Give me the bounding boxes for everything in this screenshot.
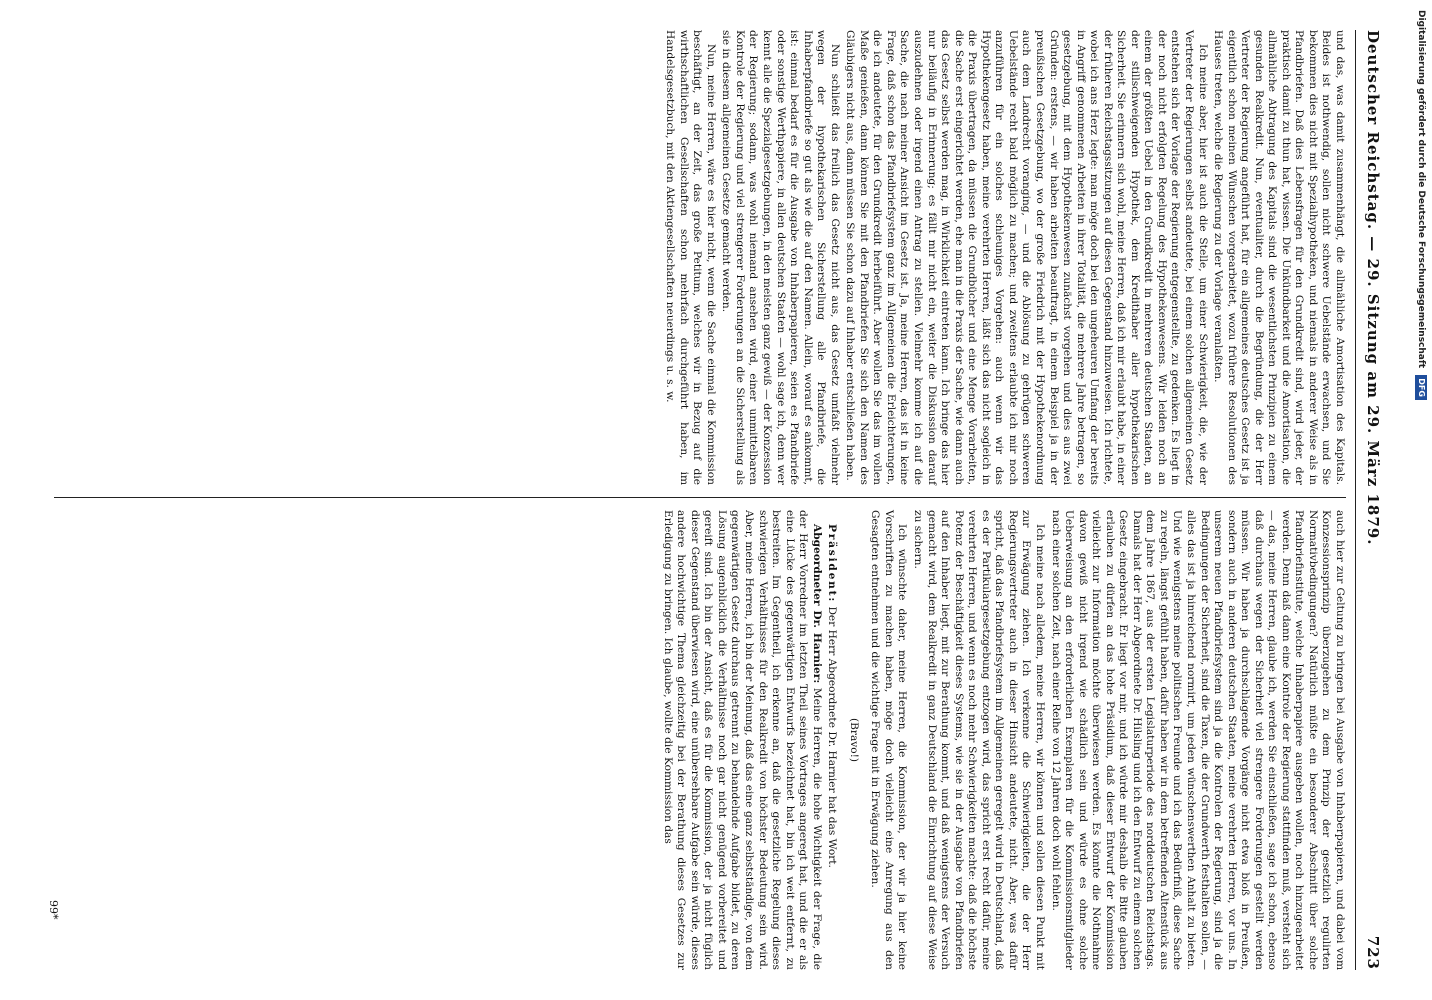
page-number: 723 xyxy=(1364,935,1382,970)
signature-mark: 99* xyxy=(47,900,60,920)
header-title: Deutscher Reichstag. — 29. Sitzung am 29. März 1879. xyxy=(1364,30,1382,546)
right-column xyxy=(658,510,1346,970)
sidebar-credit: Digitalisierung gefördert durch die Deutsche Forschungsgemeinschaft xyxy=(1416,10,1426,369)
column-divider xyxy=(54,497,1346,498)
dfg-logo: DFG xyxy=(1416,375,1428,400)
paragraph: Ich meine aber, hier ist auch die Stelle, um einer Schwierigkeit, die, wie der Vertreter der Regierungen selbst andeutete, bei einem solchen allgemeinen Gesetz entstehen sich der Vorlage der Regierung entgegenstellte, zu gedenken. Es liegt in der noch nicht erfolgten Regelung des Hypothekenwesens. Wir leiden noch an einem der größten Uebel in den Grundkredit in mehreren deutschen Staaten, an der stillschweigenden Hypothek, dem Kredithaber aller hypothekarischen Sicherheit. Sie erinnern sich wohl, meine Herren, daß ich mir erlaubt habe, in einer der früheren Reichstagssitzungen auf diesen Gegenstand hinzuweisen. Ich richtete, wobei ich ans Herz legte: man möge doch bei den ungeheuren Umfang der bereits in Angriff genommenen Arbeiten in ihrer Totalität, die mehrere Jahre betragen, so gesetzgebung, mit dem Hypothekenwesen zunächst vorgehen und dies aus zwei Gründen: erstens, — wir haben arbeiten beauftragt, in einem Beispiel ja in der preußischen Gesetzgebung, wo der große Friedrich mit der Hypothekenordnung auch dem Landrecht voranging, — und die Ablösung zu gehrügen schweren Uebelstände recht bald möglich zu machen; und zweitens erlaubte ich mir noch anzuführen für ein solches schleuniges Vorgehen: auch wenn wir das Hypothekengesetz haben, meine verehrten Herren, läßt sich das nicht sogleich in die Praxis übertragen, da müssen die Grundbücher und eine Menge Vorarbeiten, die Sache erst eingerichtet werden, ehe man in die Praxis der Sache, wie dann auch das Gesetz selbst werden mag, in Wirklichkeit eintreten kann. Ich bringe das hier nur beiläufig in Erinnerung; es fällt mir nicht ein, weiter die Diskussion darauf auszudehnen oder irgend einen Antrag zu stellen. Vielmehr komme ich auf die Sache, die nach meiner Ansicht im Gesetz ist. Ja, meine Herren, das ist in keine Frage, daß schon das Pfandbriefsystem ganz im Allgemeinen die Erleichterungen, die ich andeutete, für den Grundkredit herbeiführt. Aber wollen Sie das im vollen Maße genießen, dann können Sie mit den Pfandbriefen Sie sich den Namen des Gläubigers nicht aus, dann müssen Sie schon dazu auf Inhaber entschließen haben. xyxy=(844,30,1209,485)
paragraph: und das, was damit zusammenhängt, die allmähliche Amortisation des Kapitals. Beides ist nothwendig, sollen nicht schwere Uebelstände erwachsen, und Sie bekommen dies nicht mit Spezialhypotheken, und niemals in anderer Weise als in Pfandbriefen. Daß dies Lebensfragen für den Grundkredit sind, wird jeder, der praktisch damit zu thun hat, wissen. Die Unkündbarkeit und die Amortisation, die allmähliche Abtragung des Kapitals sind die wesentlichsten Prinzipien zu einem gesunden Realkredit. Nun, eventualiter, durch die Begründung, die der Herr Vertreter der Regierung angeführt hat, für ein allgemeines deutsches Gesetz ist ja eigentlich schon meinen Wünschen vorgearbeitet, wozu frühere Resolutionen des Hauses treten, welche die Regierung zu der Vorlage veranlaßten. xyxy=(1212,30,1346,485)
speaker-text: Meine Herren, die hohe Wichtigkeit der Frage, die der Herr Vorredner im letzten Theil seines Vortrages angeregt hat, und die er als eine Lücke des gegenwärtigen Entwurfs bezeichnet hat, bin ich weit entfernt, zu bestreiten. Im Gegentheil, ich erkenne an, daß die gesetzliche Regelung dieses schwierigen Verhältnisses für den Realkredit von höchster Bedeutung sein wird. Aber, meine Herren, ich bin der Meinung, daß das eine ganz selbstständige, von dem gegenwärtigen Gesetz durchaus getrennt zu behandelnde Aufgabe bildet, zu deren Lösung augenblicklich die Verhältnisse noch gar nicht genügend vorbereitet und gereift sind. Ich bin der Ansicht, daß es für die Kommission, der ja nicht füglich dieser Gegenstand überwiesen wird, eine unübersehbare Aufgabe sein würde, dieses andere hochwichtige Thema gleichzeitig bei der Berathung dieses Gesetzes zur Erledigung zu bringen. Ich glaube, wollte die Kommission das xyxy=(661,510,823,970)
speaker-paragraph xyxy=(825,510,839,970)
digitization-sidebar xyxy=(1410,0,1432,1000)
applause-note: (Bravo!) xyxy=(847,717,860,763)
header-rule xyxy=(1355,30,1356,970)
paragraph: Nun schließt das freilich das Gesetz nicht aus, das Gesetz umfaßt vielmehr wegen der hypothekarischen Sicherstellung alle Pfandbriefe, die Inhaberpfandbriefe so gut als wie die auf den Namen. Allein, worauf es ankommt, ist: einmal bedarf es für die Ausgabe von Inhaberpapieren, seien es Pfandbriefe oder sonstige Werthpapiere, in allen deutschen Staaten — wohl sage ich, denn wer kennt alle die Spezialgesetzgebungen, in den meisten ganz gewiß — der Konzession der Regierung; sodann, was wohl niemand ansehen wird, einer unmittelbaren Kontrole der Regierung und viel strengerer Forderungen an die Sicherstellung als sie in diesem allgemeinen Gesetze gemacht werden. xyxy=(720,30,841,485)
paragraph: auch hier zur Geltung zu bringen bei Ausgabe von Inhaberpapieren, und dabei vom Konzessionsprinzip überzugehen zu dem Prinzip der gesetzlich regulirten Normativbedingungen? Natürlich müßte ein besonderer Abschnitt über solche Pfandbriefinstitute, welche Inhaberpapiere ausgeben wollen, noch hinzugearbeitet werden. Denn daß dann eine Kontrole der Regierung stattfinden muß, versteht sich — das, meine Herren, glaube ich, werden Sie einschließen, sage ich schon, ebenso daß durchaus wegen der Sicherheit viel strengere Forderungen gestellt werden müssen. Wir haben ja durchschlagende Vorgänge nicht etwa bloß in Preußen, sondern auch in anderen deutschen Staaten, meine verehrten Herren, vor uns. In unserem neuen Pfandbriefsystem sind ja die Kontrolen der Regierung, sind ja die Bedingungen der Sicherheit, sind die Taxen, die der Grundwerth festhalten sollen, — alles das ist ja hinreichend normirt, um jeden wünschenswerthen Anhalt zu bieten. Und wie wenigstens meine politischen Freunde und ich das Bedürfniß, diese Sache zu regeln, längst gefühlt haben, dafür haben wir in dem betreffenden Altenstück aus dem Jahre 1867, aus der ersten Legislaturperiode des norddeutschen Reichstags. Damals hat der Herr Abgeordnete Dr. Hilsling und ich den Entwurf zu einem solchen Gesetz eingebracht. Er liegt vor mir, und ich würde mir deshalb die Bitte glauben erlauben zu dürfen an das hohe Präsidium, daß dieser Entwurf der Kommission vielleicht zur Information möchte überwiesen werden. Es könnte die Nothnahme davon gewiß nicht irgend wie schädlich sein und würde es ohne solche Ueberweisung an den erforderlichen Exemplaren für die Kommissionsmitglieder nach einer solchen Zeit, nach einer Reihe von 12 Jahren doch wohl fehlen. xyxy=(1049,510,1346,970)
speaker-paragraph xyxy=(660,510,823,970)
page-header xyxy=(1356,30,1390,970)
paragraph: Ich wünschte daher, meine Herren, die Kommission, der wir ja hier keine Vorschriften zu machen haben, möge doch vielleicht eine Anregung aus den Gesagten entnehmen und die wichtige Frage mit in Erwägung ziehen. xyxy=(869,510,909,970)
paragraph: Nun, meine Herren, wäre es hier nicht, wenn die Sache einmal die Kommission beschäftigt, an der Zeit, das große Petitum, welches wir in Bezug auf die wirthschaftlichen Gesellschaften schon mehrfach durchgeführt haben, im Handelsgesetzbuch, mit den Aktiengesellschaften neuerdings u. s. w. xyxy=(664,30,717,485)
speaker-label: Abgeordneter Dr. Harnier: xyxy=(810,524,823,684)
paragraph: Ich meine nach alledem, meine Herren, wir können und sollen diesen Punkt mit zur Erwägung ziehen. Ich verkenne die Schwierigkeiten, die der Herr Regierungsvertreter auch in dieser Hinsicht andeutete, nicht. Aber, was dafür spricht, daß das Pfandbriefsystem im Allgemeinen geregelt wird in Deutschland, daß es der Partikulargesetzgebung entzogen wird, das spricht erst recht dafür, meine verehrten Herren, und wenn es noch mehr Schwierigkeiten machte: daß die höchste Potenz der Beschäftigkeit dieses Systems, wie sie in der Ausgabe von Pfandbriefen auf den Inhaber liegt, mit zur Berathung kommt, und daß wenigstens der Versuch gemacht wird, dem Realkredit in ganz Deutschland die Einrichtung auf diese Weise zu sichern. xyxy=(912,510,1046,970)
left-column xyxy=(661,30,1346,485)
speaker-label: Präsident: xyxy=(826,524,839,604)
speaker-text: Der Herr Abgeordnete Dr. Harnier hat das Wort. xyxy=(826,606,839,868)
sidebar-text-wrap xyxy=(1410,10,1432,910)
